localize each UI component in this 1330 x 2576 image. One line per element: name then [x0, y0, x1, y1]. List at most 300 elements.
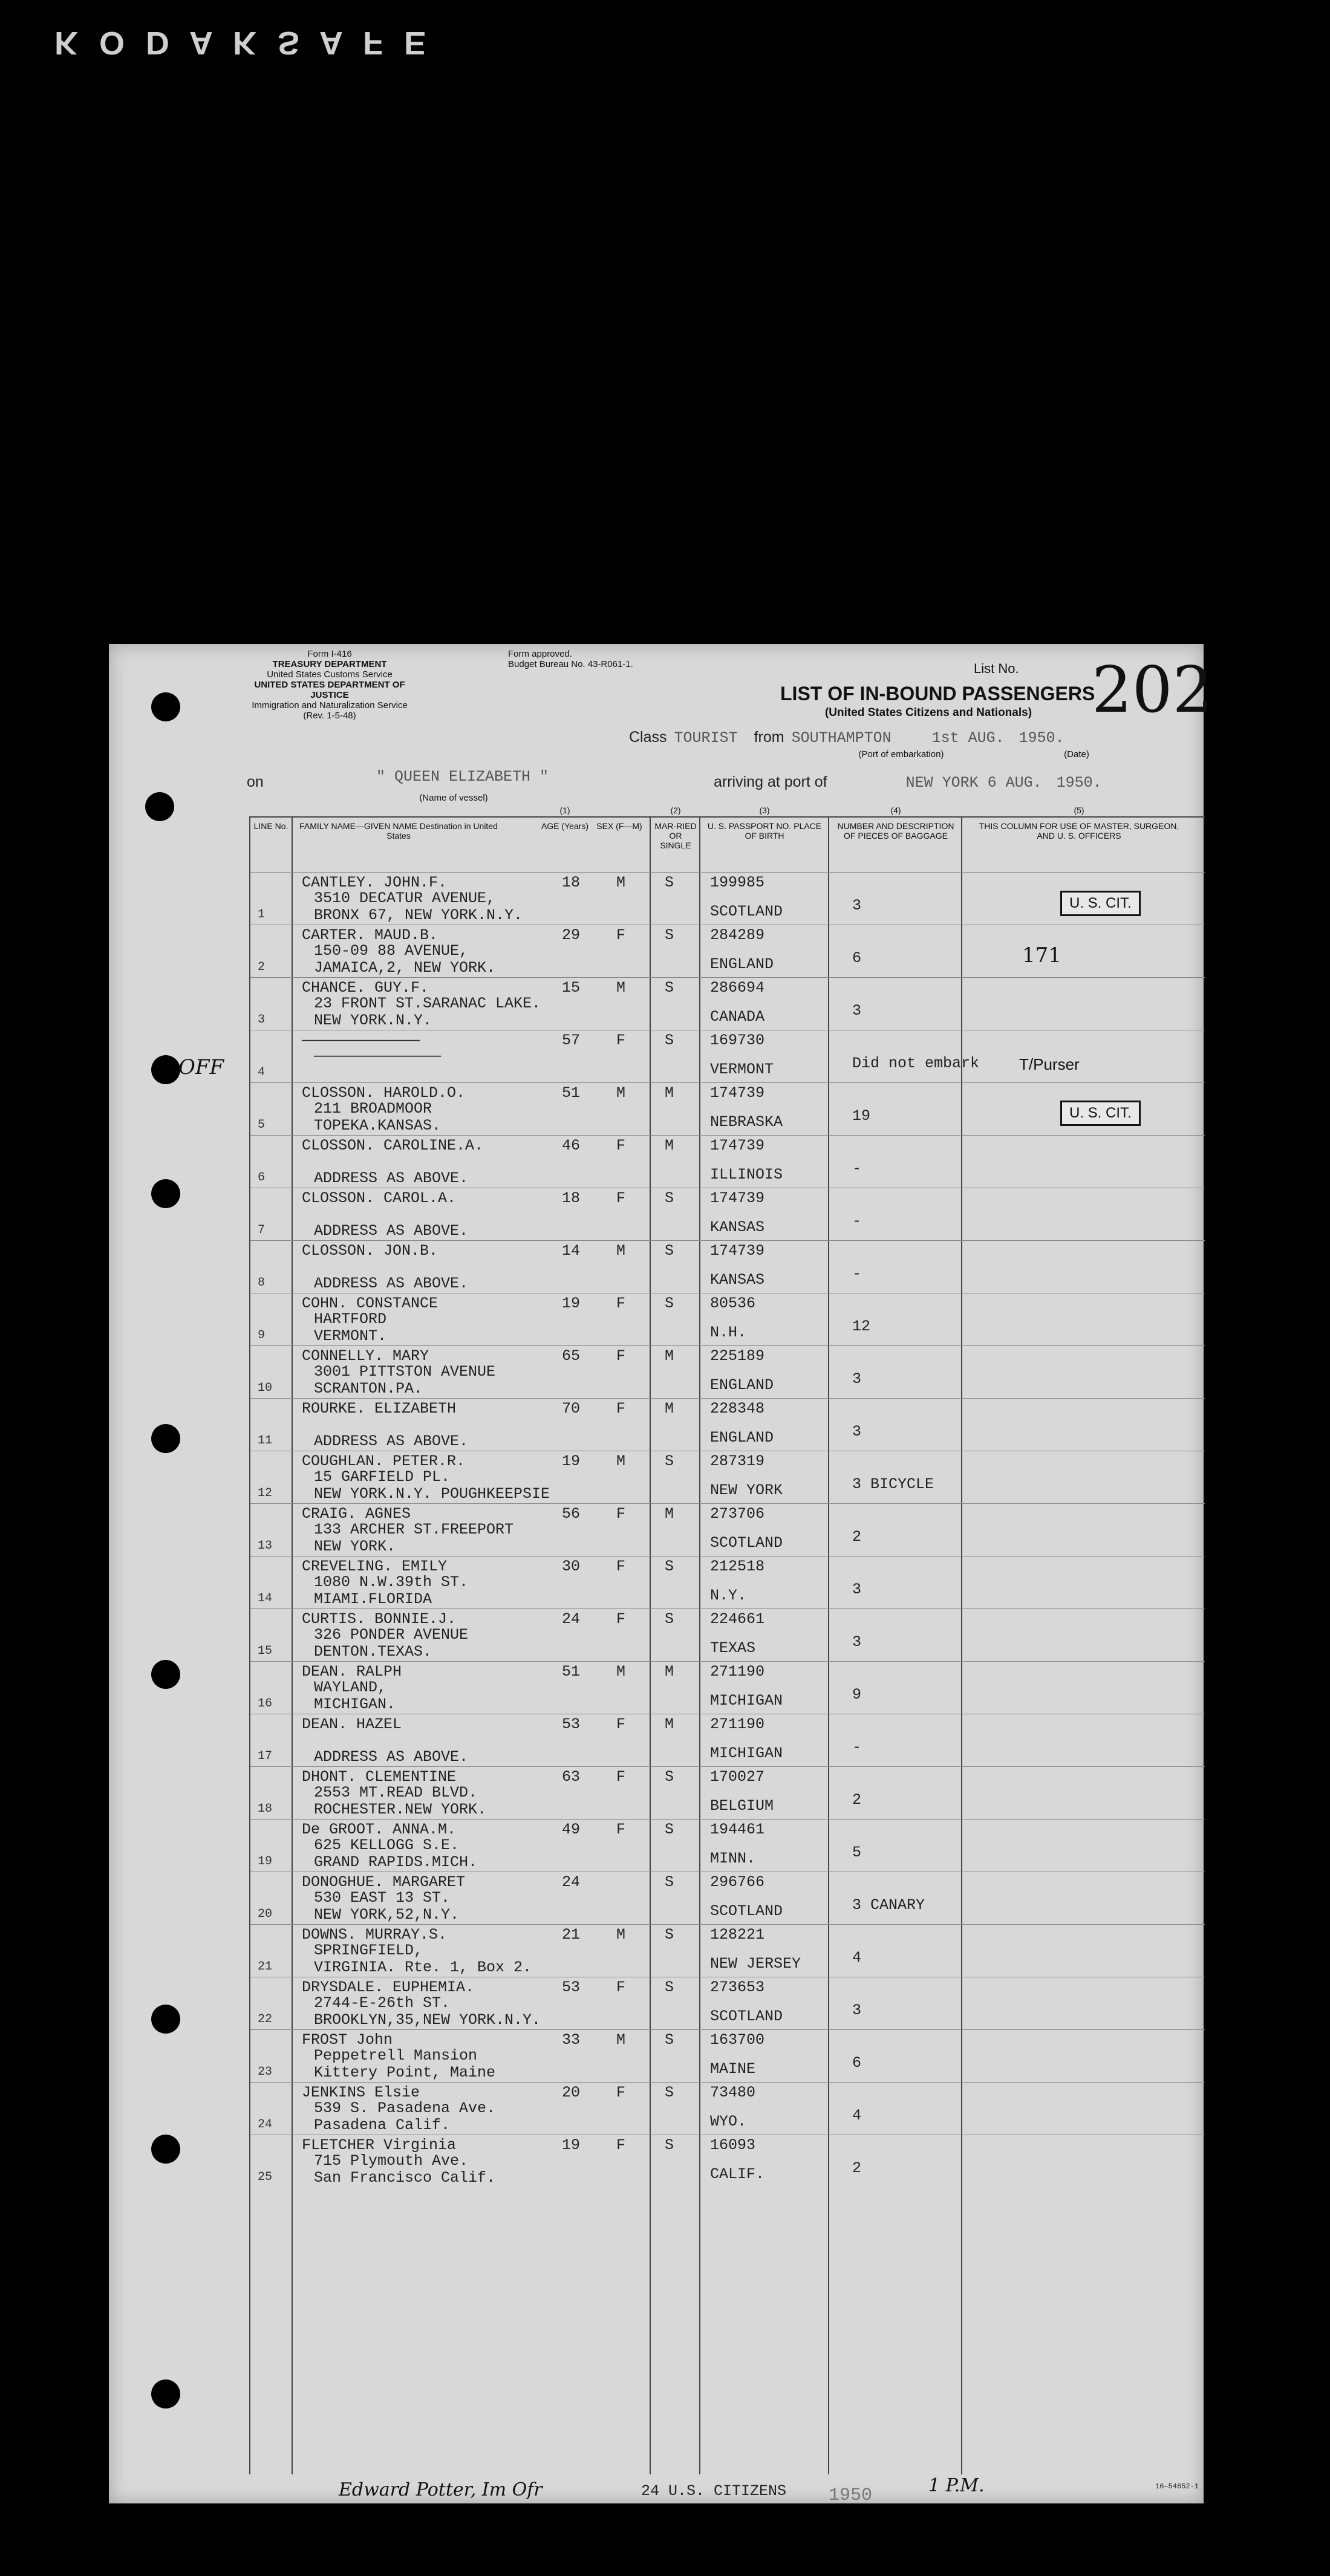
binder-hole [151, 692, 180, 721]
passport-number: 287319 [710, 1452, 765, 1470]
binder-hole [151, 1660, 180, 1689]
place-of-birth: KANSAS [710, 1271, 765, 1289]
baggage: 5 [852, 1844, 862, 1861]
table-row [250, 1345, 1205, 1399]
address-line-1: 3001 PITTSTON AVENUE [314, 1363, 496, 1381]
passport-number: 199985 [710, 874, 765, 891]
passenger-name: ROURKE. ELIZABETH [302, 1400, 457, 1417]
line-number: 13 [258, 1539, 273, 1553]
binder-hole [145, 792, 174, 821]
address-line-2: ADDRESS AS ABOVE. [314, 1433, 469, 1450]
address-line-2: VIRGINIA. Rte. 1, Box 2. [314, 1959, 532, 1976]
line-number: 5 [258, 1118, 266, 1132]
marital-status: S [665, 979, 674, 997]
place-of-birth: NEW JERSEY [710, 1955, 801, 1973]
col-num-3: (3) [759, 805, 770, 815]
passenger-name: FLETCHER Virginia [302, 2136, 457, 2154]
table-row [250, 1608, 1205, 1662]
place-of-birth: N.H. [710, 1324, 747, 1341]
address-line-2: VERMONT. [314, 1327, 387, 1345]
marital-status: S [665, 1242, 674, 1260]
line-number: 2 [258, 960, 266, 974]
place-of-birth: MICHIGAN [710, 1692, 783, 1709]
passport-number: 212518 [710, 1558, 765, 1575]
address-line-2: MICHIGAN. [314, 1696, 396, 1713]
passport-number: 163700 [710, 2031, 765, 2049]
purser-note: T/Purser [1019, 1055, 1080, 1073]
place-of-birth: NEBRASKA [710, 1113, 783, 1131]
handwritten-off-note: OFF [178, 1055, 224, 1079]
sex: M [616, 1084, 626, 1102]
passenger-name: DHONT. CLEMENTINE [302, 1768, 457, 1786]
baggage: 3 [852, 897, 862, 914]
sex: F [616, 1821, 626, 1838]
table-row [250, 2135, 1205, 2188]
passenger-name: CLOSSON. CAROL.A. [302, 1189, 457, 1207]
col-num-1: (1) [559, 805, 570, 815]
marital-status: S [665, 1926, 674, 1943]
address-line-2: DENTON.TEXAS. [314, 1643, 432, 1660]
passenger-name: DRYSDALE. EUPHEMIA. [302, 1979, 475, 1996]
sex: F [616, 1558, 626, 1575]
sex: F [616, 2136, 626, 2154]
passenger-name: FROST John [302, 2031, 393, 2049]
marital-status: M [665, 1663, 674, 1680]
address-line-2: BROOKLYN,35,NEW YORK.N.Y. [314, 2011, 541, 2029]
line-number: 25 [258, 2170, 273, 2184]
place-of-birth: TEXAS [710, 1639, 756, 1657]
line-number: 10 [258, 1381, 273, 1395]
line-number: 7 [258, 1223, 266, 1237]
baggage: 4 [852, 2107, 862, 2124]
form-subtitle: (United States Citizens and Nationals) [824, 706, 1032, 719]
age: 24 [562, 1610, 581, 1628]
line-number: 19 [258, 1855, 273, 1869]
address-line-1: 715 Plymouth Ave. [314, 2152, 469, 2170]
baggage: 6 [852, 2054, 862, 2072]
baggage: 12 [852, 1318, 871, 1335]
marital-status: S [665, 1979, 674, 1996]
place-of-birth: ENGLAND [710, 1429, 774, 1446]
address-line-2: NEW YORK.N.Y. POUGHKEEPSIE [314, 1485, 550, 1503]
baggage: 3 [852, 1581, 862, 1598]
binder-hole [151, 1179, 180, 1208]
sex: M [616, 1926, 626, 1943]
sex: F [616, 1347, 626, 1365]
address-line-2: ADDRESS AS ABOVE. [314, 1169, 469, 1187]
place-of-birth: ILLINOIS [710, 1166, 783, 1183]
marital-status: S [665, 1768, 674, 1786]
passenger-name: CARTER. MAUD.B. [302, 926, 438, 944]
address-line-1: 150-09 88 AVENUE, [314, 942, 469, 960]
passport-number: 284289 [710, 926, 765, 944]
sex: F [616, 1295, 626, 1312]
line-number: 14 [258, 1592, 273, 1605]
age: 18 [562, 874, 581, 891]
place-of-birth: SCOTLAND [710, 1902, 783, 1920]
col-sex: SEX (F—M) [596, 821, 642, 831]
age: 53 [562, 1979, 581, 1996]
address-line-1: 1080 N.W.39th ST. [314, 1573, 469, 1591]
place-of-birth: SCOTLAND [710, 2008, 783, 2025]
age: 24 [562, 1873, 581, 1891]
age: 49 [562, 1821, 581, 1838]
line-number: 16 [258, 1697, 273, 1711]
passport-number: 73480 [710, 2084, 756, 2101]
address-line-2: GRAND RAPIDS.MICH. [314, 1853, 478, 1871]
col-passport: U. S. PASSPORT NO. PLACE OF BIRTH [707, 821, 822, 841]
baggage: 3 [852, 1370, 862, 1388]
address-line-1: —————————————— [314, 1047, 442, 1065]
table-row [250, 1188, 1205, 1241]
baggage: 6 [852, 949, 862, 967]
port-embark-caption: (Port of embarkation) [858, 749, 944, 759]
sex: M [616, 1452, 626, 1470]
passport-number: 225189 [710, 1347, 765, 1365]
col-age: AGE (Years) [541, 821, 589, 831]
passenger-name: DONOGHUE. MARGARET [302, 1873, 466, 1891]
table-row [250, 1293, 1205, 1347]
place-of-birth: KANSAS [710, 1218, 765, 1236]
address-line-1: 15 GARFIELD PL. [314, 1468, 451, 1486]
col-line: LINE No. [253, 821, 288, 831]
passport-number: 271190 [710, 1663, 765, 1680]
marital-status: S [665, 1873, 674, 1891]
table-row [250, 1977, 1205, 2031]
passport-number: 273706 [710, 1505, 765, 1523]
address-line-2: NEW YORK. [314, 1538, 396, 1555]
line-number: 17 [258, 1749, 273, 1763]
passenger-name: DOWNS. MURRAY.S. [302, 1926, 448, 1943]
line-number: 12 [258, 1486, 273, 1500]
sex: F [616, 1032, 626, 1049]
vessel-name: " QUEEN ELIZABETH " [376, 768, 549, 785]
age: 19 [562, 1295, 581, 1312]
address-line-2: SCRANTON.PA. [314, 1380, 423, 1397]
marital-status: S [665, 2084, 674, 2101]
table-row [250, 1766, 1205, 1820]
table-row [250, 1714, 1205, 1768]
passenger-name: ————————————— [302, 1032, 420, 1049]
baggage: - [852, 1265, 862, 1283]
passport-number: 169730 [710, 1032, 765, 1049]
print-code: 16—54652-1 [1155, 2482, 1199, 2491]
baggage: 3 [852, 2002, 862, 2019]
place-of-birth: ENGLAND [710, 955, 774, 973]
baggage: 2 [852, 1791, 862, 1809]
list-number: 202 [1092, 653, 1213, 727]
address-line-2: JAMAICA,2, NEW YORK. [314, 959, 496, 977]
us-citizen-stamp: U. S. CIT. [1060, 891, 1141, 916]
address-line-1: 23 FRONT ST.SARANAC LAKE. [314, 995, 541, 1012]
col-num-5: (5) [1074, 805, 1084, 815]
age: 30 [562, 1558, 581, 1575]
sex: F [616, 1610, 626, 1628]
passenger-name: CURTIS. BONNIE.J. [302, 1610, 457, 1628]
sex: F [616, 926, 626, 944]
table-row [250, 1872, 1205, 1925]
place-of-birth: CALIF. [710, 2165, 765, 2183]
passport-number: 128221 [710, 1926, 765, 1943]
baggage: 3 BICYCLE [852, 1475, 934, 1493]
passenger-name: CONNELLY. MARY [302, 1347, 429, 1365]
address-line-2: ADDRESS AS ABOVE. [314, 1748, 469, 1766]
form-agency-block: Form I-416 TREASURY DEPARTMENT United States Customs Service UNITED STATES DEPARTMENT OF JUSTICE Immigration and Naturalization Service (Rev. 1-5-48) [252, 649, 408, 721]
place-of-birth: WYO. [710, 2113, 747, 2130]
table-row [250, 1924, 1205, 1978]
age: 33 [562, 2031, 581, 2049]
marital-status: M [665, 1716, 674, 1733]
sex: F [616, 2084, 626, 2101]
address-line-2: NEW YORK,52,N.Y. [314, 1906, 460, 1924]
passport-number: 174739 [710, 1242, 765, 1260]
passport-number: 16093 [710, 2136, 756, 2154]
baggage: 3 [852, 1633, 862, 1651]
film-edge-text: K O D A K S A F E [54, 25, 432, 61]
line-number: 15 [258, 1644, 273, 1658]
baggage: - [852, 1738, 862, 1756]
table-row [250, 2082, 1205, 2136]
table-row [250, 1135, 1205, 1189]
address-line-1: 530 EAST 13 ST. [314, 1889, 451, 1907]
col-name: FAMILY NAME—GIVEN NAME Destination in United States [299, 821, 498, 841]
baggage: 9 [852, 1686, 862, 1703]
marital-status: M [665, 1084, 674, 1102]
passport-number: 194461 [710, 1821, 765, 1838]
passenger-name: COHN. CONSTANCE [302, 1295, 438, 1312]
age: 29 [562, 926, 581, 944]
sex: F [616, 1768, 626, 1786]
table-row [250, 1398, 1205, 1452]
on-label: on [247, 773, 264, 790]
address-line-1: 625 KELLOGG S.E. [314, 1836, 460, 1854]
col-num-4: (4) [890, 805, 901, 815]
address-line-2: Pasadena Calif. [314, 2116, 451, 2134]
address-line-2: ROCHESTER.NEW YORK. [314, 1801, 487, 1818]
baggage: 3 [852, 1423, 862, 1440]
handwritten-count: 171 [1022, 943, 1061, 968]
age: 51 [562, 1663, 581, 1680]
passport-number: 80536 [710, 1295, 756, 1312]
passport-number: 228348 [710, 1400, 765, 1417]
place-of-birth: MAINE [710, 2060, 756, 2078]
baggage: 4 [852, 1949, 862, 1966]
passenger-name: CANTLEY. JOHN.F. [302, 874, 448, 891]
baggage: - [852, 1212, 862, 1230]
baggage: 19 [852, 1107, 871, 1125]
age: 51 [562, 1084, 581, 1102]
marital-status: S [665, 1452, 674, 1470]
marital-status: M [665, 1505, 674, 1523]
sex: F [616, 1400, 626, 1417]
place-of-birth: MINN. [710, 1850, 756, 1867]
binder-hole [151, 1055, 180, 1084]
place-of-birth: ENGLAND [710, 1376, 774, 1394]
line-number: 22 [258, 2012, 273, 2026]
address-line-1: 2553 MT.READ BLVD. [314, 1784, 478, 1801]
form-title: LIST OF IN-BOUND PASSENGERS [780, 683, 1095, 704]
table-row [250, 1661, 1205, 1715]
place-of-birth: NEW YORK [710, 1482, 783, 1499]
passenger-name: DEAN. HAZEL [302, 1716, 402, 1733]
age: 56 [562, 1505, 581, 1523]
sex: F [616, 1137, 626, 1154]
marital-status: S [665, 1821, 674, 1838]
sex: M [616, 2031, 626, 2049]
passport-number: 286694 [710, 979, 765, 997]
sex: M [616, 979, 626, 997]
list-no-label: List No. [974, 661, 1019, 676]
age: 20 [562, 2084, 581, 2101]
class-field: Class TOURIST from SOUTHAMPTON 1st AUG. 1950. [629, 729, 1064, 747]
baggage: 3 CANARY [852, 1896, 925, 1914]
marital-status: M [665, 1137, 674, 1154]
age: 57 [562, 1032, 581, 1049]
passenger-name: CHANCE. GUY.F. [302, 979, 429, 997]
age: 19 [562, 2136, 581, 2154]
age: 18 [562, 1189, 581, 1207]
passport-number: 296766 [710, 1873, 765, 1891]
col-married: MAR-RIED OR SINGLE [654, 821, 697, 850]
age: 53 [562, 1716, 581, 1733]
line-number: 6 [258, 1171, 266, 1185]
place-of-birth: SCOTLAND [710, 1534, 783, 1552]
baggage: 2 [852, 1528, 862, 1546]
sex: F [616, 1189, 626, 1207]
place-of-birth: VERMONT [710, 1061, 774, 1078]
line-number: 20 [258, 1907, 273, 1921]
received-stamp-date: 1950 [829, 2485, 873, 2506]
passenger-name: JENKINS Elsie [302, 2084, 420, 2101]
us-citizen-stamp: U. S. CIT. [1060, 1101, 1141, 1126]
baggage: Did not embark [852, 1055, 980, 1072]
address-line-1: 211 BROADMOOR [314, 1100, 432, 1117]
place-of-birth: N.Y. [710, 1587, 747, 1604]
sex: M [616, 874, 626, 891]
line-number: 23 [258, 2065, 273, 2079]
line-number: 4 [258, 1065, 266, 1079]
address-line-1: 539 S. Pasadena Ave. [314, 2100, 496, 2117]
passport-number: 271190 [710, 1716, 765, 1733]
passport-number: 174739 [710, 1084, 765, 1102]
address-line-1: 3510 DECATUR AVENUE, [314, 890, 496, 907]
line-number: 11 [258, 1434, 273, 1448]
sex: F [616, 1979, 626, 1996]
vessel-caption: (Name of vessel) [419, 793, 488, 803]
marital-status: M [665, 1400, 674, 1417]
line-number: 3 [258, 1013, 266, 1027]
passenger-name: DEAN. RALPH [302, 1663, 402, 1680]
address-line-2: Kittery Point, Maine [314, 2064, 496, 2081]
passport-number: 273653 [710, 1979, 765, 1996]
binder-hole [151, 2005, 180, 2034]
binder-hole [151, 2135, 180, 2164]
passport-number: 174739 [710, 1189, 765, 1207]
marital-status: S [665, 1558, 674, 1575]
age: 19 [562, 1452, 581, 1470]
line-number: 24 [258, 2118, 273, 2132]
passenger-name: De GROOT. ANNA.M. [302, 1821, 457, 1838]
place-of-birth: MICHIGAN [710, 1745, 783, 1762]
form-approval: Form approved. Budget Bureau No. 43-R061-1. [508, 649, 633, 669]
officer-signature: Edward Potter, Im Ofr [339, 2479, 543, 2500]
place-of-birth: BELGIUM [710, 1797, 774, 1815]
table-row [250, 1240, 1205, 1294]
marital-status: S [665, 2031, 674, 2049]
line-number: 1 [258, 908, 266, 922]
address-line-2: ADDRESS AS ABOVE. [314, 1222, 469, 1240]
sex: F [616, 1505, 626, 1523]
marital-status: S [665, 926, 674, 944]
address-line-2: NEW YORK.N.Y. [314, 1012, 432, 1029]
line-number: 18 [258, 1802, 273, 1816]
address-line-1: 326 PONDER AVENUE [314, 1626, 469, 1644]
arriving-field: arriving at port of NEW YORK 6 AUG. 1950. [714, 773, 1102, 792]
marital-status: S [665, 1189, 674, 1207]
handwritten-time: 1 P.M. [928, 2475, 985, 2496]
address-line-2: TOPEKA.KANSAS. [314, 1117, 442, 1134]
passenger-name: CLOSSON. HAROLD.O. [302, 1084, 466, 1102]
sex: F [616, 1716, 626, 1733]
table-row [250, 977, 1205, 1031]
address-line-1: SPRINGFIELD, [314, 1942, 423, 1959]
line-number: 9 [258, 1329, 266, 1342]
passenger-name: COUGHLAN. PETER.R. [302, 1452, 466, 1470]
date-caption: (Date) [1064, 749, 1089, 759]
place-of-birth: SCOTLAND [710, 903, 783, 920]
passport-number: 170027 [710, 1768, 765, 1786]
table-row [250, 1819, 1205, 1873]
table-row [250, 925, 1205, 978]
col-baggage: NUMBER AND DESCRIPTION OF PIECES OF BAGGAGE [837, 821, 954, 841]
line-number: 8 [258, 1276, 266, 1290]
address-line-1: Peppetrell Mansion [314, 2047, 478, 2064]
passport-number: 224661 [710, 1610, 765, 1628]
marital-status: S [665, 1032, 674, 1049]
marital-status: S [665, 2136, 674, 2154]
marital-status: S [665, 874, 674, 891]
address-line-1: WAYLAND, [314, 1679, 387, 1696]
address-line-1: 2744-E-26th ST. [314, 1994, 451, 2012]
line-number: 21 [258, 1960, 273, 1974]
binder-hole [151, 2506, 180, 2535]
col-num-2: (2) [670, 805, 681, 815]
age: 14 [562, 1242, 581, 1260]
age: 63 [562, 1768, 581, 1786]
baggage: - [852, 1160, 862, 1177]
binder-hole [151, 1424, 180, 1453]
baggage: 3 [852, 1002, 862, 1020]
age: 70 [562, 1400, 581, 1417]
age: 21 [562, 1926, 581, 1943]
address-line-2: San Francisco Calif. [314, 2169, 496, 2187]
address-line-2: MIAMI.FLORIDA [314, 1590, 432, 1608]
address-line-1: HARTFORD [314, 1310, 387, 1328]
marital-status: S [665, 1295, 674, 1312]
table-row [250, 1451, 1205, 1504]
table-row [250, 2029, 1205, 2083]
binder-hole [151, 2379, 180, 2408]
sex: M [616, 1663, 626, 1680]
age: 46 [562, 1137, 581, 1154]
marital-status: M [665, 1347, 674, 1365]
address-line-2: BRONX 67, NEW YORK.N.Y. [314, 906, 523, 924]
passenger-name: CLOSSON. JON.B. [302, 1242, 438, 1260]
passenger-name: CRAIG. AGNES [302, 1505, 411, 1523]
passenger-manifest-sheet [109, 644, 1213, 2506]
address-line-1: 133 ARCHER ST.FREEPORT [314, 1521, 514, 1538]
citizens-total: 24 U.S. CITIZENS [641, 2482, 787, 2500]
